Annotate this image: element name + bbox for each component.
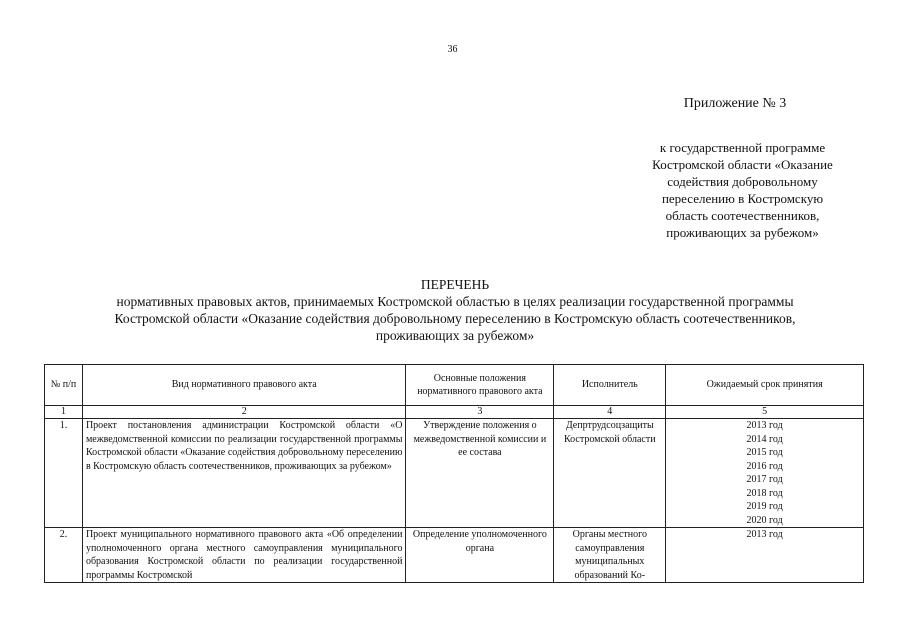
table-row — [45, 419, 864, 528]
page-number: 36 — [447, 44, 458, 55]
table-row — [45, 528, 864, 583]
appendix-title: Приложение № 3 — [683, 96, 787, 111]
column-number: 4 — [554, 406, 666, 419]
document-heading — [40, 276, 870, 344]
appendix-reference-line: содействия добровольному — [667, 174, 818, 189]
appendix-reference-line: область соотечественников, — [665, 208, 820, 223]
column-number: 1 — [45, 406, 83, 419]
column-number-row — [45, 406, 864, 419]
table-header-row — [45, 365, 864, 406]
header-main-provisions: Основные положения нормативного правового акта — [406, 365, 554, 406]
header-executor: Исполнитель — [554, 365, 666, 406]
heading-title: ПЕРЕЧЕНЬ — [420, 277, 490, 292]
main-provisions: Определение уполномоченного органа — [406, 528, 554, 583]
deadline-year: 2015 год — [746, 447, 783, 458]
heading-subtitle-line: нормативных правовых актов, принимаемых Костромской областью в целях реализации государственной программы — [116, 294, 794, 309]
legal-acts-table — [44, 364, 864, 583]
header-num: № п/п — [45, 365, 83, 406]
deadline-year: 2019 год — [746, 501, 783, 512]
appendix-reference-line: проживающих за рубежом» — [666, 225, 819, 240]
appendix-reference-line: к государственной программе — [659, 140, 826, 155]
deadline-year: 2018 год — [746, 487, 783, 499]
appendix-reference-line: Костромской области «Оказание — [652, 157, 833, 172]
column-number: 5 — [666, 406, 864, 419]
executor: Органы местного самоуправления муниципальных образований Ко- — [554, 528, 666, 583]
deadline-year: 2016 год — [746, 460, 783, 472]
header-act: Вид нормативного правового акта — [82, 365, 406, 406]
main-provisions: Утверждение положения о межведомственной комиссии и ее состава — [406, 419, 554, 528]
act-description: Проект муниципального нормативного правового акта «Об определении уполномоченного органа местного самоуправления муниципального образования Костромской области по реализации государственной программы Костромской — [82, 528, 406, 583]
deadline-years — [666, 528, 864, 583]
heading-subtitle-line: Костромской области «Оказание содействия добровольному переселению в Костромскую область соотечественников, — [114, 311, 796, 326]
column-number: 3 — [406, 406, 554, 419]
deadline-year: 2013 год — [746, 529, 783, 540]
header-deadline: Ожидаемый срок принятия — [666, 365, 864, 406]
deadline-year: 2014 год — [746, 433, 783, 445]
deadline-year: 2020 год — [746, 514, 783, 526]
appendix-reference — [620, 139, 865, 241]
deadline-years — [666, 419, 864, 528]
column-number: 2 — [82, 406, 406, 419]
deadline-year: 2017 год — [746, 474, 783, 485]
row-number: 2. — [45, 528, 83, 583]
row-number: 1. — [45, 419, 83, 528]
heading-subtitle-line: проживающих за рубежом» — [375, 328, 535, 343]
appendix-reference-line: переселению в Костромскую — [661, 191, 824, 206]
executor: Депртрудсоцзащиты Костромской области — [554, 419, 666, 528]
deadline-year: 2013 год — [746, 420, 783, 431]
act-description: Проект постановления администрации Костромской области «О межведомственной комиссии по реализации государственной программы Костромской области «Оказание содействия добровольному переселению в Костромскую область соотечественников, проживающих за рубежом» — [82, 419, 406, 528]
